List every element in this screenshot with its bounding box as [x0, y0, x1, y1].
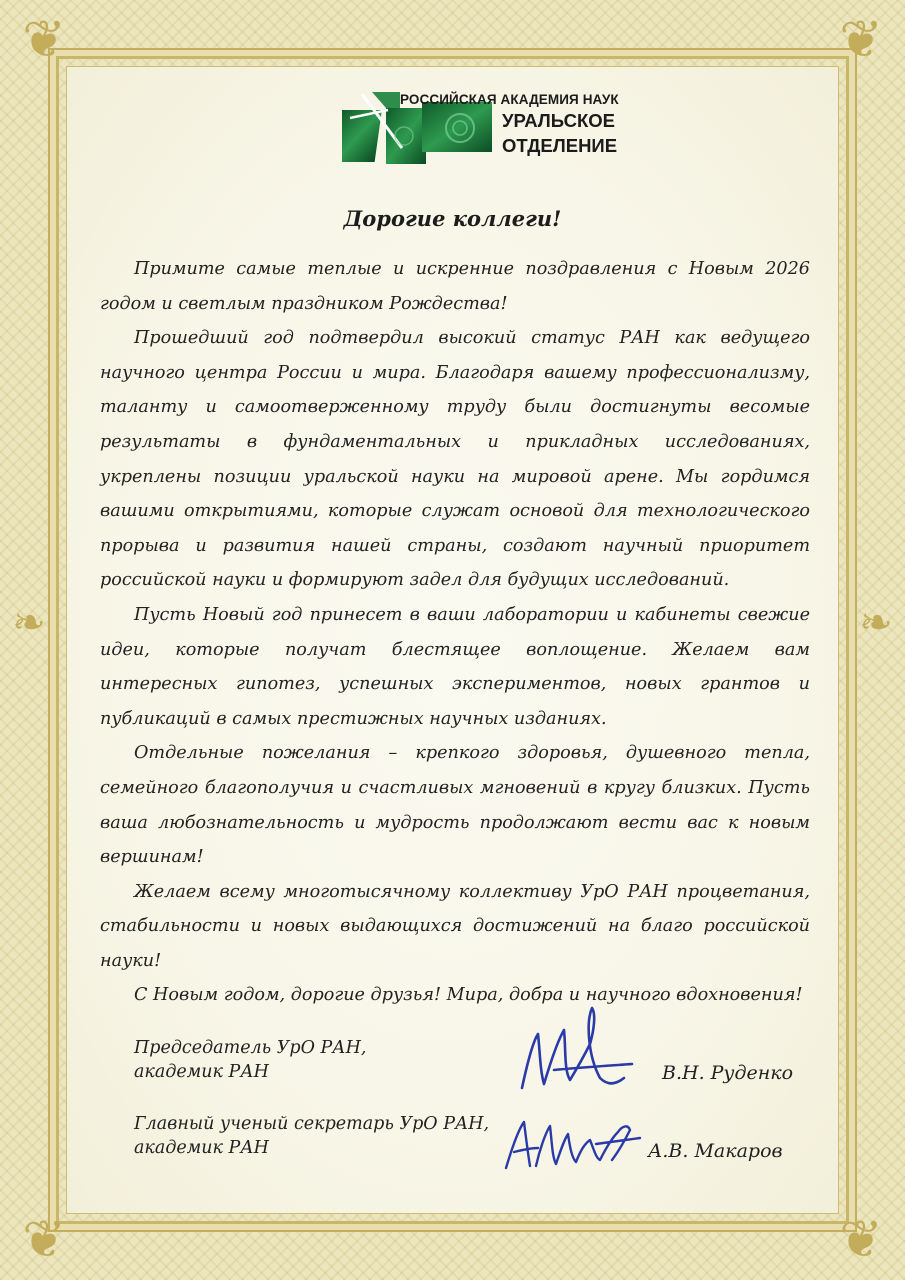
logo-text-line-2: УРАЛЬСКОЕ [502, 110, 616, 131]
signatory-rank: академик РАН [134, 1062, 269, 1082]
letter-paragraph: Пусть Новый год принесет в ваши лаборатории и кабинеты свежие идеи, которые получат блестящее воплощение. Желаем вам интересных гипотез, успешных экспериментов, новых грантов и публикаций в самых престижных научных изданиях. [100, 604, 810, 729]
letter-paragraph: Прошедший год подтвердил высокий статус РАН как ведущего научного центра России и мира. Благодаря вашему профессионализму, таланту и самоотверженному труду были достигнуты весомые результаты в фундаментальных и прикладных исследованиях, укреплены позиции уральской науки на мировой арене. Мы гордимся вашими открытиями, которые служат основой для технологического прорыва и развития нашей страны, создают научный приоритет российской науки и формируют задел для будущих исследований. [100, 328, 810, 591]
letter-paragraph: Отдельные пожелания – крепкого здоровья, душевного тепла, семейного благополучия и счастливых мгновений в кругу близких. Пусть ваша любознательность и мудрость продолжают вести вас к новым вершинам! [100, 743, 810, 868]
handwritten-signature-icon [500, 1108, 645, 1178]
logo-text-line-1: РОССИЙСКАЯ АКАДЕМИЯ НАУК [400, 92, 619, 107]
organization-logo [342, 88, 619, 166]
side-ornament-icon: ❧ [859, 600, 893, 646]
logo-text-line-3: ОТДЕЛЕНИЕ [502, 135, 618, 156]
signatory-title: Главный ученый секретарь УрО РАН, [134, 1114, 490, 1134]
signatory-title: Председатель УрО РАН, [134, 1038, 367, 1058]
signatory-title-block [134, 1112, 489, 1160]
letter-paragraph: Примите самые теплые и искренние поздравления с Новым 2026 годом и светлым праздником Рождества! [100, 259, 810, 314]
signatory-name: В.Н. Руденко [662, 1062, 794, 1084]
signatory-title-block [134, 1036, 366, 1084]
corner-ornament-icon: ❦ [839, 1210, 883, 1270]
corner-ornament-icon: ❦ [22, 1210, 66, 1270]
letter-paragraph: С Новым годом, дорогие друзья! Мира, добра и научного вдохновения! [134, 985, 803, 1006]
corner-ornament-icon: ❦ [839, 10, 883, 70]
greeting-heading: Дорогие коллеги! [343, 206, 562, 231]
handwritten-signature-icon [514, 1000, 644, 1100]
signatory-rank: академик РАН [134, 1138, 269, 1158]
corner-ornament-icon: ❦ [22, 10, 66, 70]
letter-body [100, 252, 810, 1013]
signatory-name: А.В. Макаров [648, 1140, 783, 1162]
side-ornament-icon: ❧ [12, 600, 46, 646]
letter-paragraph: Желаем всему многотысячному коллективу УрО РАН процветания, стабильности и новых выдающихся достижений на благо российской науки! [100, 881, 810, 971]
